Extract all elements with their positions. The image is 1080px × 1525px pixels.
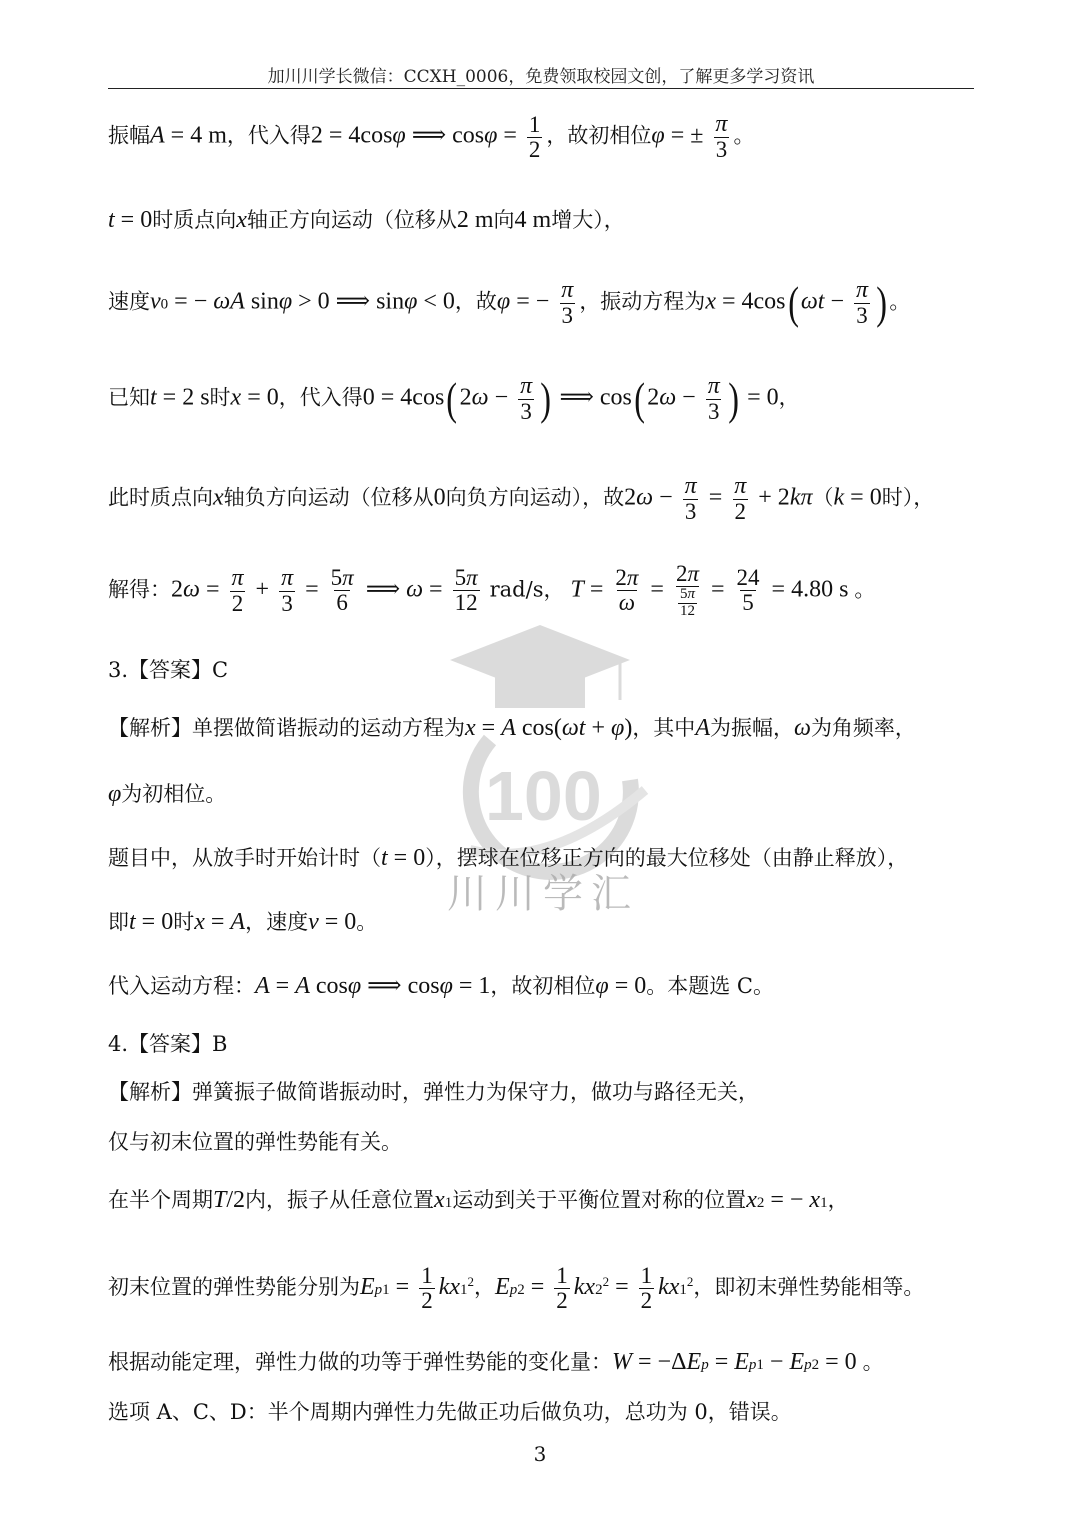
- text-amplitude-label: 振幅: [108, 123, 150, 148]
- solution-line-6: 解得：2ω = $\frac{\pi}{2}$ + $\frac{\pi}{3}$ = $\frac{5\pi}{6}$ ⟹ ω = $\frac{5\pi}{12}$ rad/s， T = $\frac{2\pi}{\omega}$ = $\frac{2\pi}{\frac{5\pi}{12}}$ = $\frac{24}{5}$ = 4.80 s 。: [108, 561, 876, 619]
- q4-analysis-5: 根据动能定理，弹性力做的功等于弹性势能的变化量：W = −ΔEp = Ep1 − Ep2 = 0 。: [108, 1349, 884, 1375]
- text-substitute: ，代入得: [226, 123, 311, 148]
- q3-answer: 3.【答案】C: [108, 658, 229, 682]
- text-q3p3a: 题目中，从放手时开始计时（: [108, 846, 381, 870]
- q4-analysis-4: 初末位置的弹性势能分别为Ep1 = $\frac{1}{2}$ $kx1^2$，Ep2 = $\frac{1}{2}$ $kx2^2$ = $\frac{1}{2}$ $kx1^2$，即初末弹性势能相等。: [108, 1263, 925, 1314]
- text-q4p4b: ，: [474, 1275, 496, 1300]
- text-l2d: 增大），: [551, 208, 625, 232]
- svg-text:100: 100: [485, 757, 602, 835]
- text-q4p4a: 初末位置的弹性势能分别为: [108, 1275, 360, 1300]
- text-period: 。: [733, 123, 755, 148]
- text-q3p5a: 代入运动方程：: [108, 974, 255, 998]
- text-l5c: 向负方向运动），故: [445, 485, 625, 510]
- q3-analysis-5: 代入运动方程：A = A cosφ ⟹ cosφ = 1，故初相位φ = 0。本题选 C。: [108, 973, 774, 999]
- text-l4c: ，代入得: [278, 385, 363, 410]
- text-q4p4c: ，即初末弹性势能相等。: [693, 1275, 925, 1300]
- text-q3p1a: 【解析】单摆做简谐振动的运动方程为: [108, 716, 465, 740]
- q4-analysis-3: 在半个周期T/2内，振子从任意位置x1运动到关于平衡位置对称的位置x2 = − x1，: [108, 1187, 849, 1213]
- q3-analysis-2: φ为初相位。: [108, 781, 227, 807]
- text-q4p3d: ，: [827, 1188, 849, 1212]
- text-l6b: rad/s，: [489, 577, 565, 602]
- text-q3p4a: 即: [108, 910, 129, 934]
- solution-line-2: t = 0时质点向x轴正方向运动（位移从2 m向4 m增大），: [108, 207, 625, 233]
- q3-analysis-4: 即t = 0时x = A，速度v = 0。: [108, 909, 378, 935]
- text-l3c: ，振动方程为: [579, 289, 706, 314]
- text-q3p4d: 。: [356, 910, 378, 934]
- text-q3p4c: ，速度: [245, 910, 309, 934]
- text-l3a: 速度: [108, 289, 150, 314]
- text-q4p3b: 内，振子从任意位置: [245, 1188, 435, 1212]
- text-q3p5c: 。本题选 C。: [646, 974, 774, 998]
- text-l4a: 已知: [108, 385, 150, 410]
- page-header: 加川川学长微信：CCXH_0006，免费领取校园文创，了解更多学习资讯: [267, 67, 815, 87]
- text-q4p5a: 根据动能定理，弹性力做的功等于弹性势能的变化量：: [108, 1350, 612, 1374]
- text-q4p5b: 。: [862, 1350, 884, 1374]
- text-q3p1c: 为振幅，: [709, 716, 794, 740]
- text-l3b: ，故: [454, 289, 497, 314]
- text-l2c: 向: [493, 208, 515, 232]
- q4-analysis-1: 【解析】弹簧振子做简谐振动时，弹性力为保守力，做功与路径无关，: [108, 1080, 759, 1104]
- solution-line-1: 振幅A = 4 m，代入得2 = 4cosφ ⟹ cosφ = $\frac{1}{2}$ ，故初相位φ = ± $\frac{\pi}{3}$ 。: [108, 111, 755, 163]
- text-l5d: （: [812, 485, 834, 510]
- text-q3p2a: 为初相位。: [121, 782, 227, 806]
- text-l5e: 时），: [881, 485, 935, 510]
- text-l6a: 解得：: [108, 577, 171, 602]
- q4-answer: 4.【答案】B: [108, 1032, 228, 1056]
- text-q3p1b: ，其中: [632, 716, 696, 740]
- solution-line-4: 已知t = 2 s时x = 0，代入得0 = 4cos(2ω − $\frac{\pi}{3}$ ) ⟹ cos(2ω − $\frac{\pi}{3}$ ) = 0，: [108, 373, 800, 425]
- page-number: 3: [533, 1442, 547, 1466]
- text-q3p1d: 为角频率，: [810, 716, 916, 740]
- text-l3d: 。: [889, 289, 911, 314]
- text-q4p3a: 在半个周期: [108, 1188, 213, 1212]
- text-l5a: 此时质点向: [108, 485, 213, 510]
- text-q3p4b: 时: [173, 910, 195, 934]
- text-q3p5b: ，故初相位: [490, 974, 596, 998]
- text-l2a: 时质点向: [152, 208, 237, 232]
- q3-analysis-1: 【解析】单摆做简谐振动的运动方程为x = A cos(ωt + φ)，其中A为振幅，ω为角频率，: [108, 715, 916, 741]
- text-l4b: 时: [209, 385, 231, 410]
- q4-analysis-2: 仅与初末位置的弹性势能有关。: [108, 1130, 402, 1154]
- q3-analysis-3: 题目中，从放手时开始计时（t = 0），摆球在位移正方向的最大位移处（由静止释放），: [108, 845, 909, 871]
- header-rule: [108, 88, 974, 89]
- watermark-text: 川川学汇: [447, 871, 639, 917]
- text-initial-phase: ，故初相位: [546, 123, 652, 148]
- solution-line-3: 速度v0 = − ωA sinφ > 0 ⟹ sinφ < 0，故φ = − $\frac{\pi}{3}$ ，振动方程为x = 4cos(ωt − $\frac{\pi}{3}$ ) 。: [108, 277, 911, 329]
- q4-analysis-6: 选项 A、C、D：半个周期内弹性力先做正功后做负功，总功为 0，错误。: [108, 1400, 792, 1424]
- text-l5b: 轴负方向运动（位移从: [223, 485, 434, 510]
- text-q3p3b: ），摆球在位移正方向的最大位移处（由静止释放），: [425, 846, 909, 870]
- text-l6c: 。: [854, 577, 876, 602]
- text-l2b: 轴正方向运动（位移从: [246, 208, 457, 232]
- text-l4d: ，: [778, 385, 800, 410]
- solution-line-5: 此时质点向x轴负方向运动（位移从0向负方向运动），故2ω − $\frac{\pi}{3}$ = $\frac{\pi}{2}$ + 2kπ（k = 0时），: [108, 473, 935, 525]
- text-q4p3c: 运动到关于平衡位置对称的位置: [452, 1188, 747, 1212]
